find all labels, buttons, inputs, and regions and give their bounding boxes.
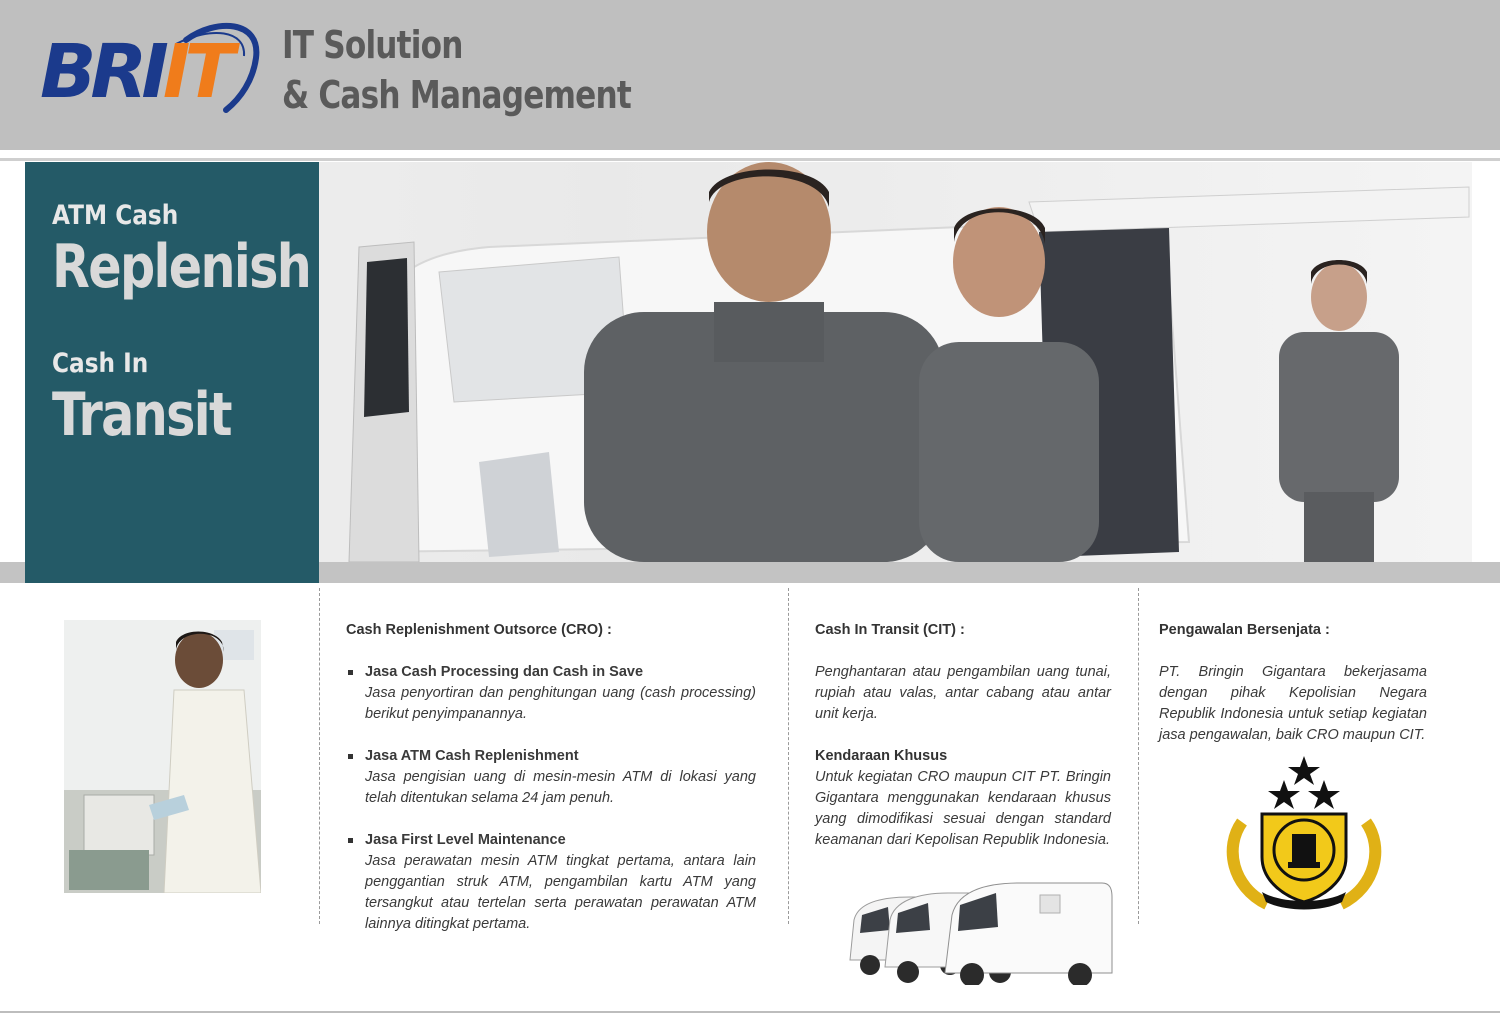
bullet-icon [348, 670, 353, 675]
cit-column [815, 620, 1111, 851]
service-title-panel [25, 162, 319, 583]
escort-column [1159, 620, 1427, 746]
list-item [346, 830, 756, 935]
hero-line1-small: ATM Cash [52, 200, 179, 231]
header-title [282, 20, 631, 120]
list-item-text: Jasa pengisian uang di mesin-mesin ATM di lokasi yang telah ditentukan selama 24 jam penuh. [365, 769, 756, 806]
header-banner [0, 0, 1500, 150]
bullet-icon [348, 754, 353, 759]
vehicle-text: Untuk kegiatan CRO maupun CIT PT. Bringin Gigantara menggunakan kendaraan khusus yang dimodifikasi sesuai dengan standard keamanan dari Kepolisan Republik Indonesia. [815, 769, 1111, 848]
bri-it-logo [36, 18, 262, 114]
cro-heading: Cash Replenishment Outsorce (CRO) : [346, 622, 612, 638]
column-separator [319, 588, 320, 924]
van-staff-photo [319, 162, 1472, 562]
vans-illustration [840, 875, 1120, 985]
atm-operator-photo [64, 620, 261, 893]
cro-column [346, 620, 756, 935]
staff-person-3 [1279, 260, 1399, 562]
column-separator [788, 588, 789, 924]
logo-wordmark: BRIIT [40, 29, 229, 115]
list-item-text: Jasa perawatan mesin ATM tingkat pertama, antara lain penggantian struk ATM, pengambilan kartu ATM yang tersangkut atau tertelan serta perawatan perawatan ATM lainnya ditingkat pertama. [365, 853, 756, 932]
header-title-line2: & Cash Management [282, 73, 631, 117]
hero-line2-big: Transit [52, 380, 231, 450]
escort-heading: Pengawalan Bersenjata : [1159, 622, 1330, 638]
staff-person-1 [584, 162, 944, 562]
police-emblem-icon [1222, 752, 1386, 912]
header-divider [0, 158, 1500, 161]
hero-line1-big: Replenish [52, 232, 311, 302]
cit-heading: Cash In Transit (CIT) : [815, 622, 965, 638]
list-item-text: Jasa penyortiran dan penghitungan uang (cash processing) berikut penyimpanannya. [365, 685, 756, 722]
list-item-title: Jasa First Level Maintenance [365, 832, 566, 848]
cit-text: Penghantaran atau pengambilan uang tunai, rupiah atau valas, antar cabang atau antar unit kerja. [815, 664, 1111, 722]
column-separator [1138, 588, 1139, 924]
escort-text: PT. Bringin Gigantara bekerjasama dengan pihak Kepolisian Negara Republik Indonesia untuk setiap kegiatan jasa pengawalan, baik CRO maupun CIT. [1159, 664, 1427, 743]
bullet-icon [348, 838, 353, 843]
list-item [346, 746, 756, 809]
footer-divider [0, 1011, 1500, 1013]
list-item-title: Jasa ATM Cash Replenishment [365, 748, 579, 764]
list-item-title: Jasa Cash Processing dan Cash in Save [365, 664, 644, 680]
list-item [346, 662, 756, 725]
hero-line2-small: Cash In [52, 348, 149, 379]
header-title-line1: IT Solution [282, 23, 463, 67]
vehicle-heading: Kendaraan Khusus [815, 748, 948, 764]
